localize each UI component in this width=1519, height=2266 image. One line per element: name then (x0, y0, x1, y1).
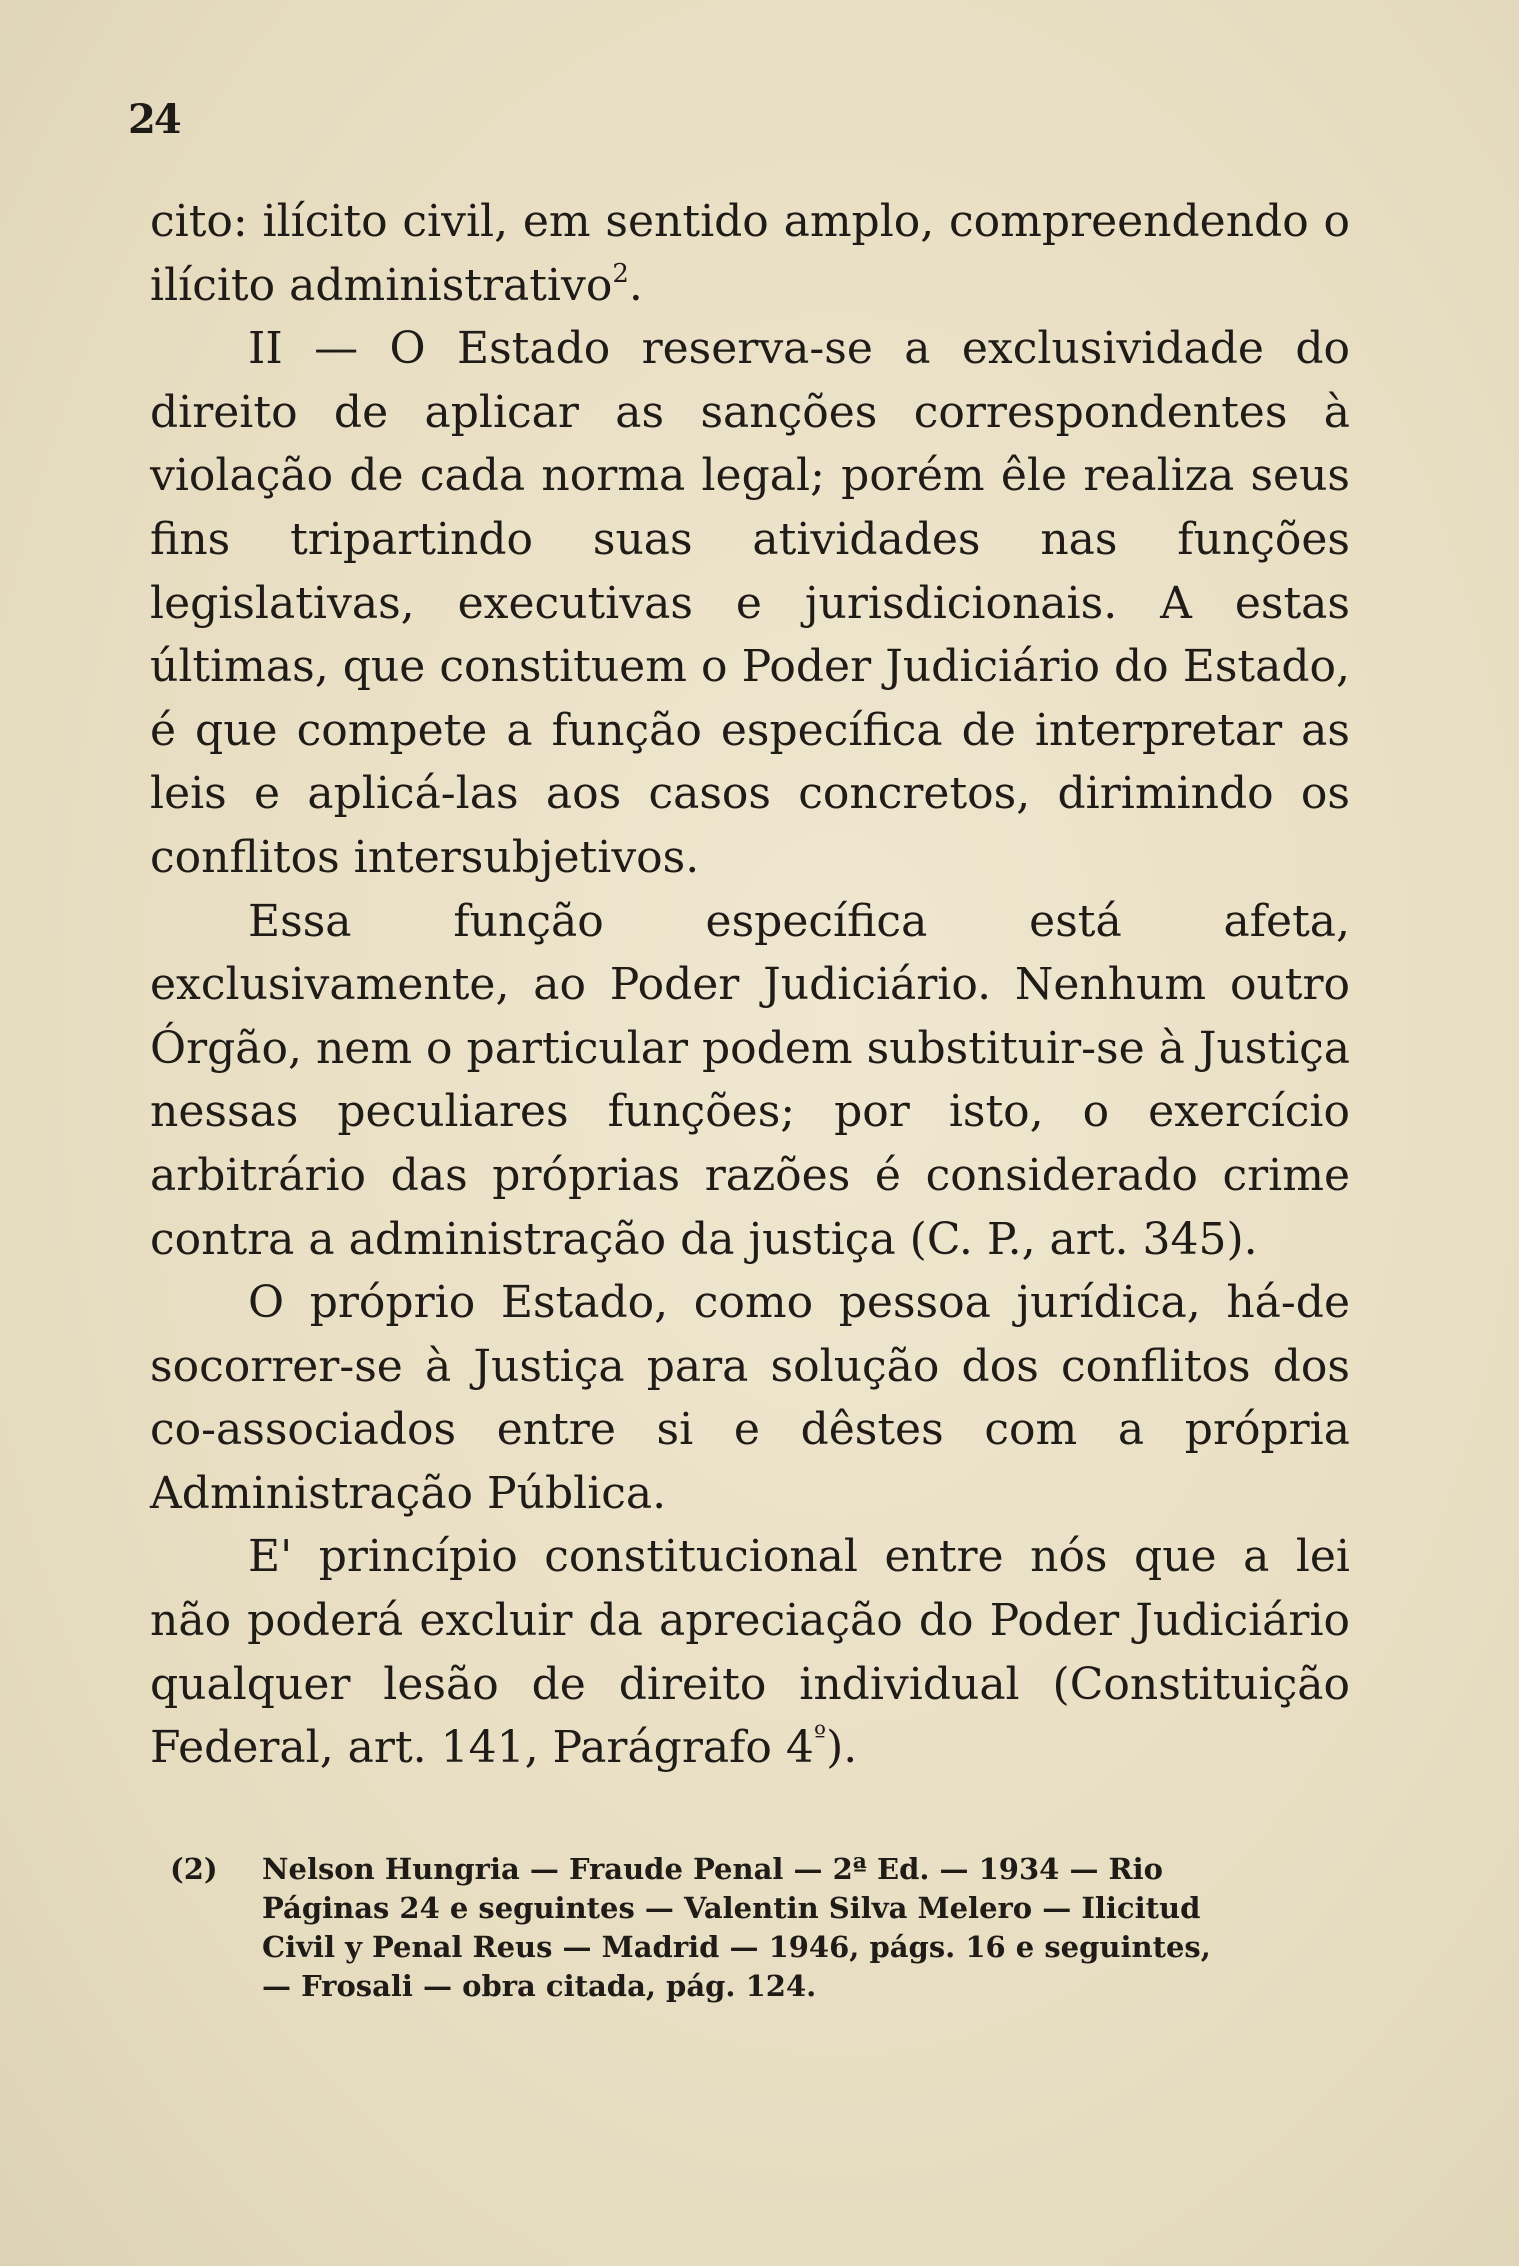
body-text (150, 190, 1350, 1780)
paragraph-5-text: E' princípio constitucional entre nós que a lei não poderá excluir da apreciação do Poder Judiciário qualquer lesão de direito individual (Constituição Federal, art. 141, Parágrafo 4 (150, 1531, 1350, 1774)
paragraph-5 (150, 1525, 1350, 1779)
footnotes (170, 1850, 1355, 2006)
paragraph-4: O próprio Estado, como pessoa jurídica, há-de socorrer-se à Justiça para solução dos conflitos dos co-associados entre si e dêstes com a própria Administração Pública. (150, 1277, 1350, 1519)
paragraph-5-end: ). (826, 1722, 858, 1774)
paragraph-1-text: cito: ilícito civil, em sentido amplo, compreendendo o ilícito administrativo (150, 196, 1350, 311)
footnote-body (262, 1850, 1355, 2006)
footnote-line: Páginas 24 e seguintes — Valentin Silva Melero — Ilicitud (262, 1891, 1201, 1925)
paragraph-3: Essa função específica está afeta, exclusivamente, ao Poder Judiciário. Nenhum outro Órgão, nem o particular podem substituir-se à Justiça nessas peculiares funções; por isto, o exercício arbitrário das próprias razões é considerado crime contra a administração da justiça (C. P., art. 345). (150, 895, 1351, 1265)
ordinal-superscript: º (813, 1721, 827, 1752)
footnote-line: Nelson Hungria — Fraude Penal — 2ª Ed. — 1934 — Rio (262, 1852, 1163, 1886)
footnote-line: Civil y Penal Reus — Madrid — 1946, págs. 16 e seguintes, (262, 1930, 1211, 1964)
footnote-2 (170, 1850, 1355, 2006)
footnote-reference: 2 (612, 258, 629, 289)
paragraph-1-end: . (628, 259, 643, 311)
footnote-marker: (2) (170, 1852, 218, 1886)
paragraph-2: II — O Estado reserva-se a exclusividade do direito de aplicar as sanções correspondentes à violação de cada norma legal; porém êle realiza seus fins tripartindo suas atividades nas funções legislativas, executivas e jurisdicionais. A estas últimas, que constituem o Poder Judiciário do Estado, é que compete a função específica de interpretar as leis e aplicá-las aos casos concretos, dirimindo os conflitos intersubjetivos. (150, 323, 1350, 883)
page-number: 24 (128, 96, 180, 143)
paragraph-1 (150, 190, 1350, 317)
footnote-line: — Frosali — obra citada, pág. 124. (262, 1969, 817, 2003)
